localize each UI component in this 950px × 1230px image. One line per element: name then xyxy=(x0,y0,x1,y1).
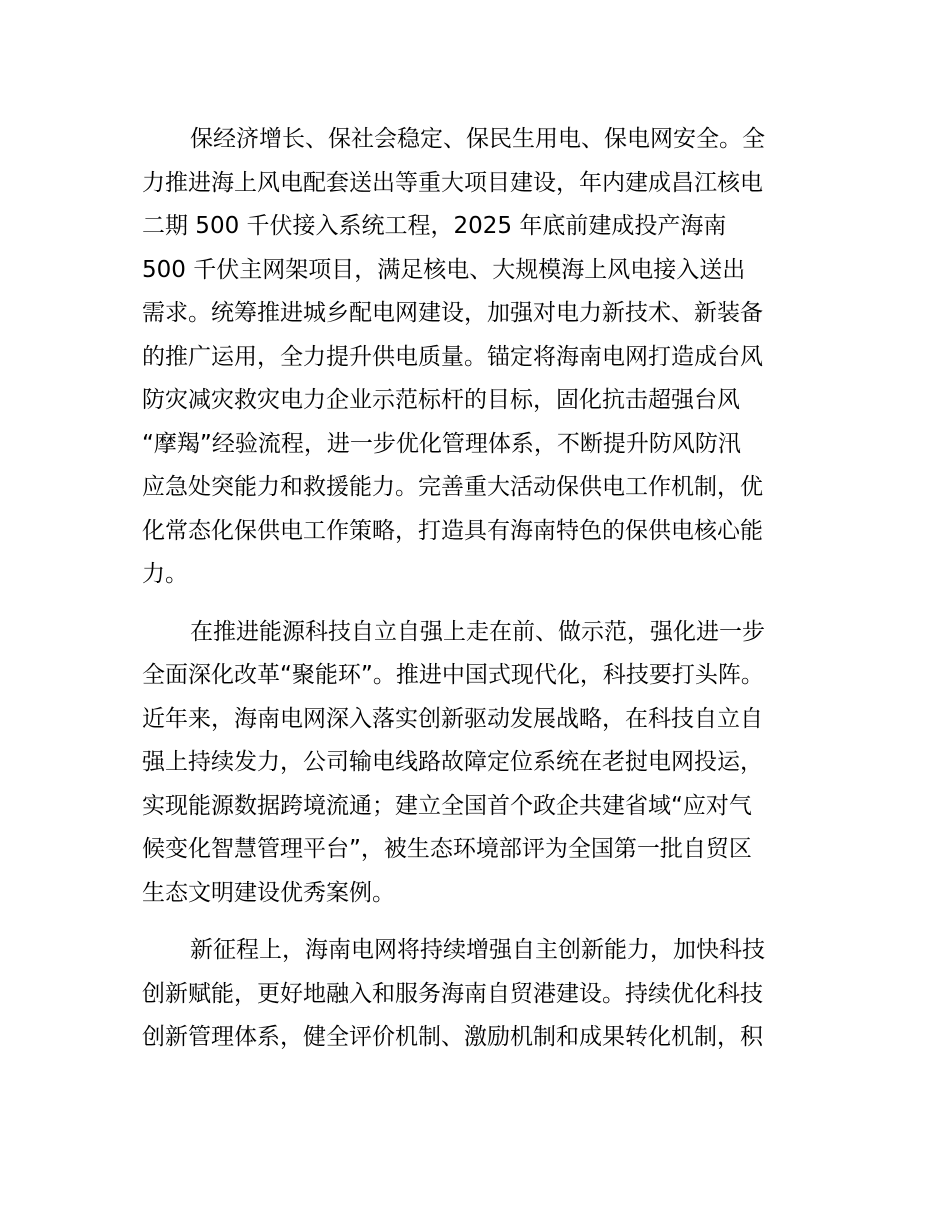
text-line: 生态文明建设优秀案例。 xyxy=(142,879,395,906)
text-line: 的推广运用，全力提升供电质量。锚定将海南电网打造成台风 xyxy=(142,343,763,370)
text-line: “摩羯”经验流程，进一步优化管理体系，不断提升防风防汛 xyxy=(142,430,741,457)
text-line: 实现能源数据跨境流通；建立全国首个政企共建省域“应对气 xyxy=(142,792,752,819)
text-line: 创新管理体系，健全评价机制、激励机制和成果转化机制，积 xyxy=(142,1024,763,1050)
text-line: 强上持续发力，公司输电线路故障定位系统在老挝电网投运， xyxy=(142,749,763,775)
text-line: 500 千伏主网架项目，满足核电、大规模海上风电接入送出 xyxy=(142,256,746,283)
paragraph-1 xyxy=(142,118,814,597)
text-line: 候变化智慧管理平台”，被生态环境部评为全国第一批自贸区 xyxy=(142,836,752,862)
text-line: 新征程上，海南电网将持续增强自主创新能力，加快科技 xyxy=(190,937,765,963)
paragraph-3 xyxy=(142,929,814,1060)
text-line: 力推进海上风电配套送出等重大项目建设，年内建成昌江核电 xyxy=(142,169,763,196)
text-line: 全面深化改革“聚能环”。推进中国式现代化，科技要打头阵。 xyxy=(142,662,764,688)
text-line: 近年来，海南电网深入落实创新驱动发展战略，在科技自立自 xyxy=(142,705,763,732)
document-page xyxy=(142,118,814,1060)
text-line: 化常态化保供电工作策略，打造具有海南特色的保供电核心能 xyxy=(142,517,763,544)
text-line: 需求。统筹推进城乡配电网建设，加强对电力新技术、新装备 xyxy=(142,300,763,326)
text-line: 二期 500 千伏接入系统工程，2025 年底前建成投产海南 xyxy=(142,213,727,239)
text-line: 应急处突能力和救援能力。完善重大活动保供电工作机制，优 xyxy=(142,474,763,500)
text-line: 创新赋能，更好地融入和服务海南自贸港建设。持续优化科技 xyxy=(142,980,763,1007)
text-line: 力。 xyxy=(142,561,188,587)
text-line: 在推进能源科技自立自强上走在前、做示范，强化进一步 xyxy=(190,618,765,645)
text-line: 保经济增长、保社会稳定、保民生用电、保电网安全。全 xyxy=(190,126,765,152)
paragraph-2 xyxy=(142,611,814,916)
text-line: 防灾减灾救灾电力企业示范标杆的目标，固化抗击超强台风 xyxy=(142,387,740,413)
